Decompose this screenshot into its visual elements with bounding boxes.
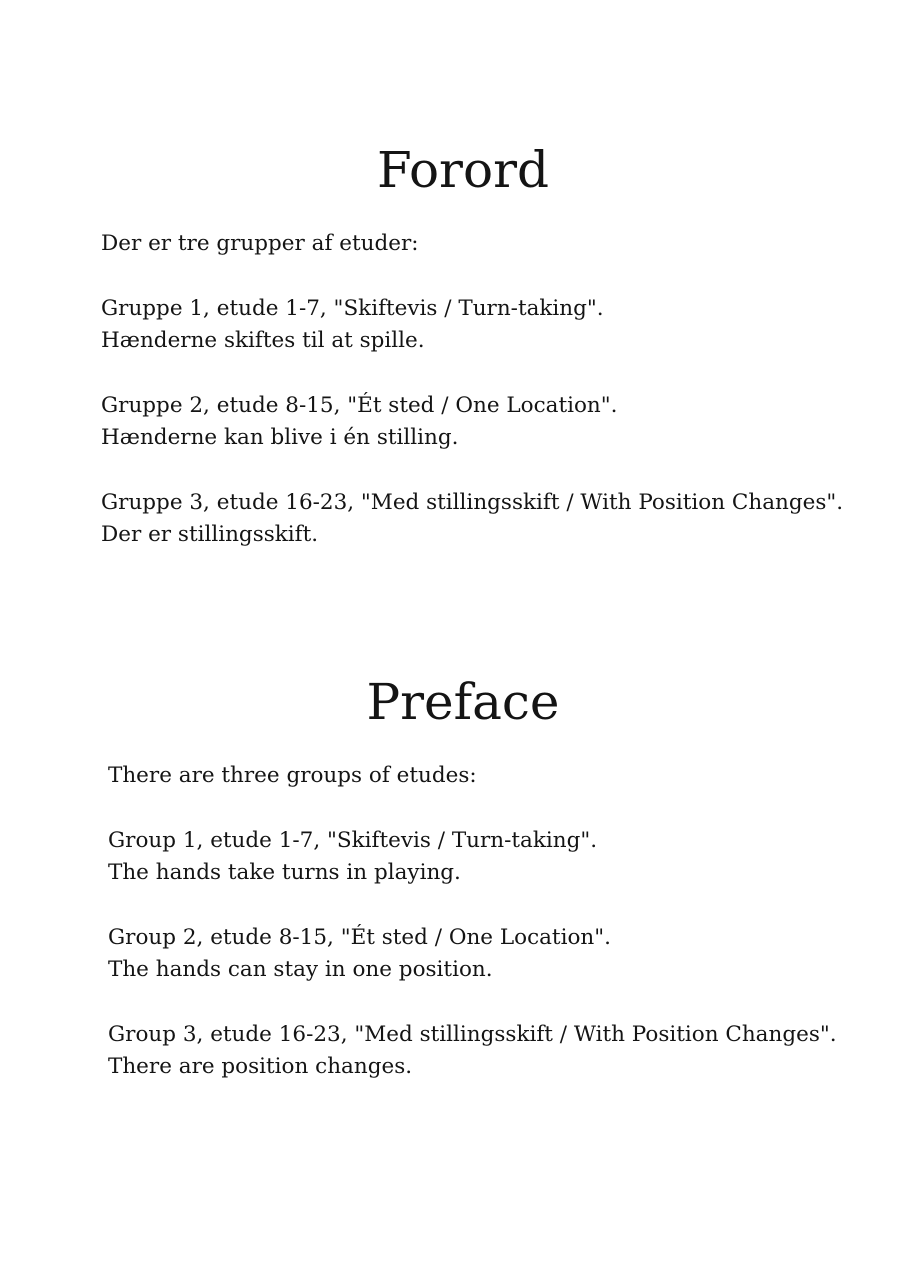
group-description: The hands can stay in one position. — [108, 957, 493, 982]
group-heading: Gruppe 3, etude 16-23, "Med stillingsskift / With Position Changes". — [101, 490, 844, 515]
preface-intro: There are three groups of etudes: — [108, 763, 477, 788]
forord-group-3 — [101, 487, 900, 551]
forord-body — [101, 228, 900, 551]
preface-group-1 — [108, 825, 900, 889]
group-description: There are position changes. — [108, 1054, 413, 1079]
preface-group-3 — [108, 1019, 900, 1083]
group-heading: Group 2, etude 8-15, "Ét sted / One Location". — [108, 925, 611, 950]
group-description: Hænderne skiftes til at spille. — [101, 328, 425, 353]
group-description: Hænderne kan blive i én stilling. — [101, 425, 459, 450]
group-heading: Gruppe 1, etude 1-7, "Skiftevis / Turn-taking". — [101, 296, 604, 321]
forord-title: Forord — [377, 141, 549, 199]
group-heading: Group 3, etude 16-23, "Med stillingsskift / With Position Changes". — [108, 1022, 837, 1047]
preface-body — [108, 760, 900, 1083]
forord-group-1 — [101, 293, 900, 357]
group-heading: Group 1, etude 1-7, "Skiftevis / Turn-taking". — [108, 828, 598, 853]
group-heading: Gruppe 2, etude 8-15, "Ét sted / One Location". — [101, 393, 618, 418]
forord-intro: Der er tre grupper af etuder: — [101, 231, 419, 256]
group-description: Der er stillingsskift. — [101, 522, 319, 547]
forord-group-2 — [101, 390, 900, 454]
preface-section — [0, 672, 900, 1083]
preface-group-2 — [108, 922, 900, 986]
preface-title: Preface — [366, 673, 560, 731]
forord-section — [0, 140, 900, 551]
group-description: The hands take turns in playing. — [108, 860, 461, 885]
